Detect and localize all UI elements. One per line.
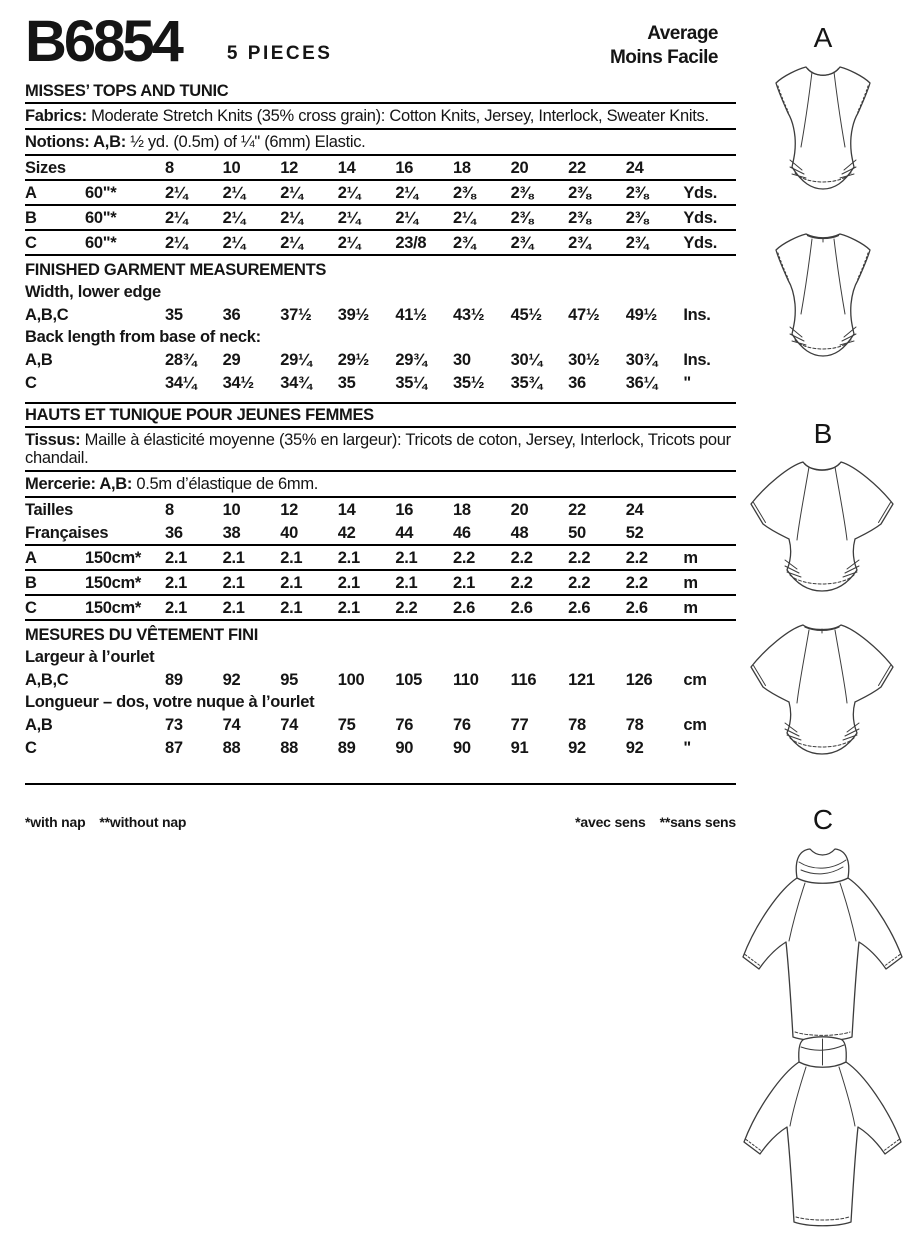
view-c-back-drawing — [735, 1032, 910, 1232]
table-cell: 36¼ — [625, 373, 657, 392]
table-cell: 30 — [452, 350, 471, 369]
table-cell: 2¾ — [568, 233, 591, 252]
fabrics-label: Fabrics: — [25, 107, 87, 125]
table-cell: 78 — [568, 715, 586, 734]
english-title: MISSES’ TOPS AND TUNIC — [25, 82, 229, 100]
yardage-row-a — [25, 181, 736, 204]
table-cell: 2.2 — [510, 548, 533, 567]
table-cell: C — [25, 233, 37, 252]
view-a-back-drawing — [768, 222, 878, 372]
table-cell: cm — [683, 715, 707, 734]
footnotes — [25, 809, 736, 830]
table-cell: 95 — [280, 670, 298, 689]
divider — [25, 619, 736, 621]
view-a-front-drawing — [768, 55, 878, 205]
yardage-row-c — [25, 231, 736, 254]
longueur-row-ab — [25, 713, 736, 736]
table-cell: 34¼ — [165, 373, 197, 392]
view-a-label: A — [813, 22, 833, 53]
table-cell: 24 — [625, 158, 644, 177]
header — [25, 9, 736, 74]
table-cell: B — [25, 208, 37, 227]
back-length-heading: Back length from base of neck: — [25, 328, 261, 346]
table-cell: Yds. — [683, 233, 717, 252]
table-cell: 73 — [165, 715, 183, 734]
table-cell: 110 — [452, 670, 479, 689]
table-cell: 50 — [568, 523, 586, 542]
table-cell: m — [683, 573, 698, 592]
table-cell: 2.1 — [222, 598, 245, 617]
table-cell: 90 — [452, 738, 471, 757]
fabrics-line — [25, 104, 736, 128]
fabrics-text: Moderate Stretch Knits (35% cross grain): Cotton Knits, Jersey, Interlock, Sweater Knits. — [91, 107, 709, 125]
francaises-row — [25, 521, 736, 544]
view-b-front-drawing — [745, 452, 900, 604]
table-cell: 2⅜ — [625, 208, 649, 227]
difficulty-english: Average — [647, 23, 718, 44]
metrage-row-c — [25, 596, 736, 619]
table-cell: 92 — [625, 738, 644, 757]
table-cell: 2¼ — [452, 208, 476, 227]
table-cell: 2¼ — [165, 233, 188, 252]
table-cell: 30½ — [568, 350, 600, 369]
table-cell: cm — [683, 670, 707, 689]
table-cell: 29 — [222, 350, 241, 369]
table-cell: 18 — [452, 500, 471, 519]
pattern-number: B6854 — [25, 9, 181, 74]
table-cell: 77 — [510, 715, 529, 734]
sizes-header-row — [25, 156, 736, 179]
table-cell: B — [25, 573, 37, 592]
pieces-count: 5 PIECES — [226, 43, 333, 64]
table-cell: 2.2 — [625, 548, 648, 567]
table-cell: 48 — [510, 523, 529, 542]
table-cell: 2⅜ — [510, 208, 533, 227]
table-cell: 2¾ — [510, 233, 533, 252]
table-cell: 121 — [568, 670, 595, 689]
table-cell: A,B — [25, 715, 53, 734]
table-cell: 23/8 — [395, 233, 427, 252]
table-cell: 2.6 — [452, 598, 476, 617]
table-cell: 10 — [222, 500, 241, 519]
table-cell: 2.1 — [395, 548, 418, 567]
table-cell: 46 — [452, 523, 471, 542]
table-cell: 75 — [337, 715, 356, 734]
table-cell: 2⅜ — [510, 183, 533, 202]
table-cell: 2¼ — [280, 233, 303, 252]
table-cell: 100 — [337, 670, 365, 689]
table-cell: 92 — [568, 738, 586, 757]
table-cell: 43½ — [452, 305, 485, 324]
table-cell: Ins. — [683, 305, 711, 324]
table-cell: 37½ — [280, 305, 312, 324]
mesures-heading: MESURES DU VÊTEMENT FINI — [25, 626, 258, 644]
table-cell: 2.2 — [395, 598, 418, 617]
mercerie-text: 0.5m d’élastique de 6mm. — [136, 475, 319, 493]
table-cell: 20 — [510, 158, 529, 177]
table-cell: 22 — [568, 158, 586, 177]
table-cell: 35½ — [452, 373, 485, 392]
table-cell: 2¼ — [337, 233, 361, 252]
table-cell: Françaises — [25, 523, 109, 542]
table-cell: 2¾ — [625, 233, 649, 252]
mercerie-label: Mercerie: A,B: — [25, 475, 133, 493]
longueur-row-c — [25, 736, 736, 759]
table-cell: 60"* — [85, 208, 117, 227]
table-cell: 150cm* — [85, 548, 141, 567]
table-cell: 2¼ — [165, 208, 188, 227]
table-cell: 44 — [395, 523, 414, 542]
table-cell: 2¼ — [280, 183, 303, 202]
table-cell: 2.6 — [625, 598, 648, 617]
table-cell: 14 — [337, 158, 356, 177]
yardage-row-b — [25, 206, 736, 229]
table-cell: 78 — [625, 715, 644, 734]
table-cell: 29½ — [337, 350, 369, 369]
table-cell: 14 — [337, 500, 356, 519]
metrage-row-a — [25, 546, 736, 569]
table-cell: 2¼ — [337, 183, 361, 202]
table-cell: 2¼ — [395, 183, 418, 202]
table-cell: 52 — [625, 523, 644, 542]
table-cell: 116 — [510, 670, 537, 689]
table-cell: 88 — [222, 738, 241, 757]
table-cell: 18 — [452, 158, 471, 177]
table-cell: 45½ — [510, 305, 542, 324]
table-cell: 90 — [395, 738, 414, 757]
table-cell: 49½ — [625, 305, 657, 324]
table-cell: 29¼ — [280, 350, 312, 369]
table-cell: Tailles — [25, 500, 74, 519]
table-cell: 60"* — [85, 233, 117, 252]
table-cell: m — [683, 548, 698, 567]
table-cell: 2¼ — [337, 208, 361, 227]
table-cell: 76 — [395, 715, 414, 734]
table-cell: 36 — [568, 373, 586, 392]
table-cell: 2¼ — [222, 208, 245, 227]
largeur-heading: Largeur à l’ourlet — [25, 648, 155, 666]
table-cell: 30¾ — [625, 350, 657, 369]
table-cell: 41½ — [395, 305, 427, 324]
table-cell: 38 — [222, 523, 241, 542]
mercerie-line — [25, 472, 736, 496]
without-nap-note: **without nap — [99, 814, 187, 830]
with-nap-note: *with nap — [25, 814, 86, 830]
table-cell: 12 — [280, 500, 298, 519]
table-cell: 2.1 — [452, 573, 476, 592]
tissus-label: Tissus: — [25, 431, 81, 449]
table-cell: 2.6 — [510, 598, 533, 617]
table-cell: 89 — [165, 670, 183, 689]
table-cell: Ins. — [683, 350, 711, 369]
finished-measurements-heading: FINISHED GARMENT MEASUREMENTS — [25, 261, 327, 279]
width-lower-edge-heading: Width, lower edge — [25, 283, 161, 301]
table-cell: 2.2 — [568, 548, 591, 567]
tissus-text: Maille à élasticité moyenne (35% en largeur): Tricots de coton, Jersey, Interlock, Tricots pour chandail. — [25, 431, 731, 467]
table-cell: 2¼ — [222, 233, 245, 252]
table-cell: 105 — [395, 670, 423, 689]
table-cell: 2.2 — [452, 548, 476, 567]
table-cell: 126 — [625, 670, 653, 689]
table-cell: 87 — [165, 738, 183, 757]
divider — [25, 783, 736, 785]
notions-text: ½ yd. (0.5m) of ¼" (6mm) Elastic. — [130, 133, 366, 151]
table-cell: 2.1 — [165, 573, 188, 592]
table-cell: 2.1 — [337, 573, 360, 592]
table-cell: " — [683, 373, 691, 392]
table-cell: 2.1 — [395, 573, 418, 592]
table-cell: 74 — [280, 715, 298, 734]
table-cell: 35 — [337, 373, 356, 392]
table-cell: C — [25, 598, 37, 617]
view-c-label: C — [812, 804, 834, 835]
table-cell: 2⅜ — [568, 183, 591, 202]
table-cell: 2.2 — [568, 573, 591, 592]
table-cell: 2.1 — [222, 573, 245, 592]
difficulty-french: Moins Facile — [609, 47, 718, 68]
table-cell: 2¼ — [280, 208, 303, 227]
table-cell: 89 — [337, 738, 356, 757]
table-cell: 92 — [222, 670, 241, 689]
table-cell: 2.1 — [280, 598, 303, 617]
table-cell: 36 — [222, 305, 241, 324]
back-length-row-c — [25, 371, 736, 394]
table-cell: 22 — [568, 500, 586, 519]
table-cell: 2.1 — [280, 548, 303, 567]
table-cell: 16 — [395, 500, 414, 519]
table-cell: 2.6 — [568, 598, 591, 617]
table-cell: 34¾ — [280, 373, 312, 392]
table-cell: 2.1 — [337, 598, 360, 617]
table-cell: C — [25, 373, 37, 392]
table-cell: A,B — [25, 350, 53, 369]
metrage-row-b — [25, 571, 736, 594]
table-cell: 2¼ — [222, 183, 245, 202]
table-cell: 29¾ — [395, 350, 427, 369]
table-cell: 150cm* — [85, 573, 141, 592]
tissus-line — [25, 428, 736, 470]
table-cell: Yds. — [683, 208, 717, 227]
divider — [25, 254, 736, 256]
table-cell: 35¾ — [510, 373, 542, 392]
info-panel — [25, 9, 736, 830]
table-cell: C — [25, 738, 37, 757]
back-length-row-ab — [25, 348, 736, 371]
table-cell: 39½ — [337, 305, 369, 324]
table-cell: 16 — [395, 158, 414, 177]
notions-line — [25, 130, 736, 154]
table-cell: 2⅜ — [625, 183, 649, 202]
table-cell: 8 — [165, 158, 174, 177]
table-cell: A,B,C — [25, 670, 69, 689]
table-cell: A — [25, 548, 37, 567]
table-cell: 42 — [337, 523, 356, 542]
table-cell: 2.2 — [625, 573, 648, 592]
footnote-french — [575, 814, 736, 830]
view-b-back-drawing — [745, 615, 900, 767]
table-cell: 28¾ — [165, 350, 197, 369]
view-b-label: B — [813, 418, 833, 449]
notions-label: Notions: A,B: — [25, 133, 126, 151]
table-cell: 2⅜ — [452, 183, 476, 202]
table-cell: 60"* — [85, 183, 117, 202]
largeur-row — [25, 668, 736, 691]
table-cell: 2⅜ — [568, 208, 591, 227]
table-cell: 12 — [280, 158, 298, 177]
table-cell: 35 — [165, 305, 183, 324]
longueur-heading: Longueur – dos, votre nuque à l’ourlet — [25, 693, 315, 711]
table-cell: 20 — [510, 500, 529, 519]
tailles-row — [25, 498, 736, 521]
table-cell: 2.2 — [510, 573, 533, 592]
table-cell: 10 — [222, 158, 241, 177]
garment-illustrations — [728, 0, 918, 1236]
table-cell: 2¼ — [165, 183, 188, 202]
table-cell: 88 — [280, 738, 298, 757]
table-cell: 34½ — [222, 373, 254, 392]
width-row — [25, 303, 736, 326]
table-cell: 36 — [165, 523, 183, 542]
table-cell: 2.1 — [337, 548, 360, 567]
table-cell: 24 — [625, 500, 644, 519]
table-cell: 35¼ — [395, 373, 427, 392]
table-cell: 40 — [280, 523, 298, 542]
table-cell: 2.1 — [280, 573, 303, 592]
view-c-front-drawing — [735, 845, 910, 1050]
difficulty-rating — [610, 22, 736, 72]
table-cell: 91 — [510, 738, 529, 757]
table-cell: 76 — [452, 715, 471, 734]
table-cell: 30¼ — [510, 350, 542, 369]
table-cell: " — [683, 738, 691, 757]
table-cell: Sizes — [25, 158, 66, 177]
footnote-english — [25, 814, 186, 830]
table-cell: 74 — [222, 715, 241, 734]
avec-sens-note: *avec sens — [575, 814, 646, 830]
french-title: HAUTS ET TUNIQUE POUR JEUNES FEMMES — [25, 406, 374, 424]
table-cell: 2.1 — [222, 548, 245, 567]
table-cell: m — [683, 598, 698, 617]
table-cell: Yds. — [683, 183, 717, 202]
table-cell: 150cm* — [85, 598, 141, 617]
table-cell: 2¾ — [452, 233, 476, 252]
table-cell: 2¼ — [395, 208, 418, 227]
table-cell: A,B,C — [25, 305, 69, 324]
table-cell: 2.1 — [165, 548, 188, 567]
table-cell: 47½ — [568, 305, 600, 324]
table-cell: A — [25, 183, 37, 202]
table-cell: 2.1 — [165, 598, 188, 617]
table-cell: 8 — [165, 500, 174, 519]
sans-sens-note: **sans sens — [659, 814, 736, 830]
